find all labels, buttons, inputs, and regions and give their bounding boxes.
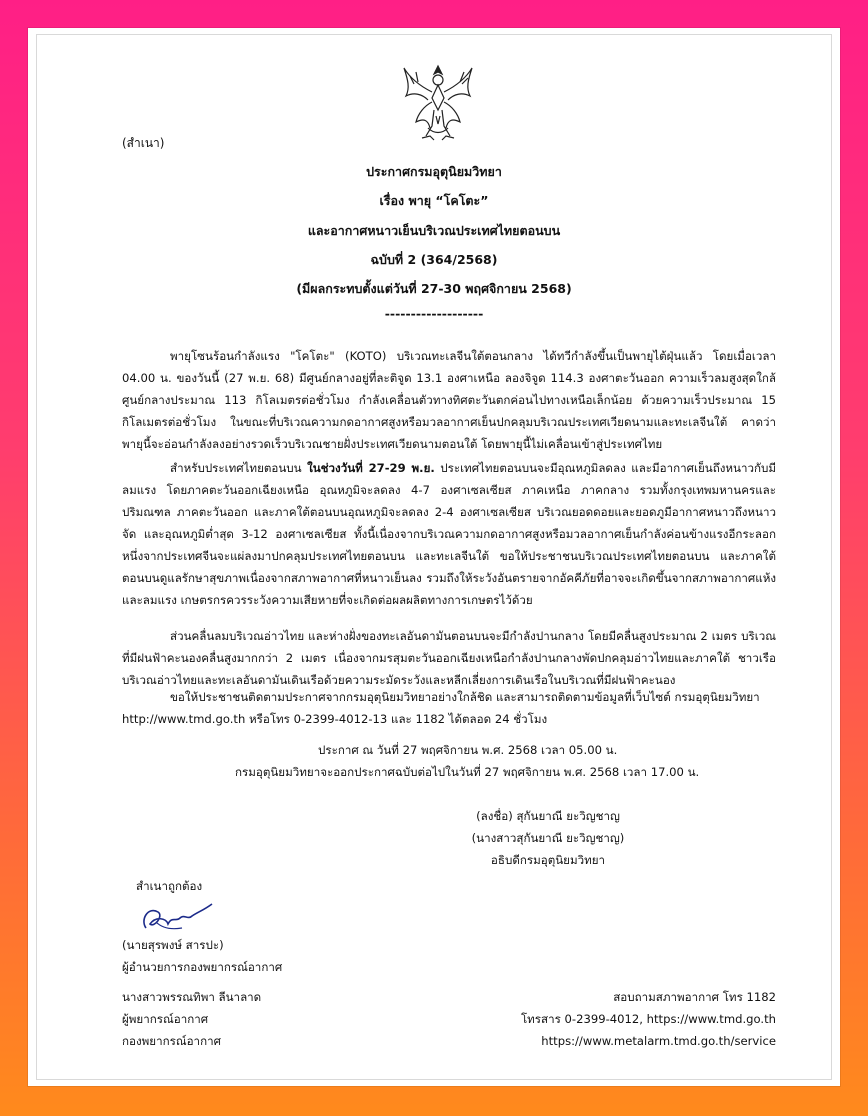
certifier-name: (นายสุรพงษ์ สารปะ): [122, 938, 224, 952]
para2-body: ประเทศไทยตอนบนจะมีอุณหภูมิลดลง และมีอากาศเย็นถึงหนาวกับมีลมแรง โดยภาคตะวันออกเฉียงเหนือ อุณหภูมิจะลดลง 4-7 องศาเซลเซียส ภาคเหนือ ภาคกลาง รวมทั้งกรุงเทพมหานครและปริมณฑล ภาคตะวันออก และภาคใต้ตอนบนอุณหภูมิจะลดลง 2-4 องศาเซลเซียส บริเวณยอดดอยและยอดภูมีอากาศหนาวถึงหนาวจัด และอุณหภูมิต่ำสุด 3-12 องศาเซลเซียส ทั้งนี้เนื่องจากบริเวณความกดอากาศสูงหรือมวลอากาศเย็นกำลังค่อนข้างแรงอีกระลอกหนึ่งจากประเทศจีนจะแผ่ลงมาปกคลุมประเทศไทยตอนบน และทะเลจีนใต้ ขอให้ประชาชนบริเวณประเทศไทยตอนบน และภาคใต้ตอนบนดูแลรักษาสุขภาพเนื่องจากสภาพอากาศที่หนาวเย็นลง รวมถึงให้ระวังอันตรายจากอัคคีภัยที่อาจจะเกิดขึ้นจากสภาพอากาศแห้งและลมแรง เกษตรกรควรระวังความเสียหายที่จะเกิดต่อผลผลิตทางการเกษตรไว้ด้วย: [122, 461, 776, 607]
announce-date: ประกาศ ณ วันที่ 27 พฤศจิกายน พ.ศ. 2568 เวลา 05.00 น.: [318, 743, 618, 757]
paragraph-waves: ส่วนคลื่นลมบริเวณอ่าวไทย และห่างฝั่งของทะเลอันดามันตอนบนจะมีกำลังปานกลาง โดยมีคลื่นสูงประมาณ 2 เมตร บริเวณที่มีฝนฟ้าคะนองคลื่นสูงมากกว่า 2 เมตร เนื่องจากมรสุมตะวันออกเฉียงเหนือกำลังปานกลางพัดปกคลุมอ่าวไทยและภาคใต้ ชาวเรือบริเวณอ่าวไทยและทะเลอันดามันเดินเรือด้วยความระมัดระวังและหลีกเลี่ยงการเดินเรือในบริเวณที่มีฝนฟ้าคะนอง: [122, 629, 776, 687]
para2-date-range: ในช่วงวันที่ 27-29 พ.ย.: [307, 461, 435, 475]
paragraph-storm: พายุโซนร้อนกำลังแรง "โคโตะ" (KOTO) บริเวณทะเลจีนใต้ตอนกลาง ได้ทวีกำลังขึ้นเป็นพายุไต้ฝุ่นแล้ว โดยเมื่อเวลา 04.00 น. ของวันนี้ (27 พ.ย. 68) มีศูนย์กลางอยู่ที่ละติจูด 13.1 องศาเหนือ ลองจิจูด 114.3 องศาตะวันออก ความเร็วลมสูงสุดใกล้ศูนย์กลางประมาณ 113 กิโลเมตรต่อชั่วโมง กำลังเคลื่อนตัวทางทิศตะวันตกค่อนไปทางเหนือเล็กน้อย ด้วยความเร็วประมาณ 15 กิโลเมตรต่อชั่วโมง ในขณะที่บริเวณความกดอากาศสูงหรือมวลอากาศเย็นปกคลุมบริเวณประเทศเวียดนามและทะเลจีนใต้ คาดว่าพายุนี้จะอ่อนกำลังลงอย่างรวดเร็วบริเวณชายฝั่งประเทศเวียดนามตอนใต้ โดยพายุนี้ไม่เคลื่อนเข้าสู่ประเทศไทย: [122, 349, 776, 451]
paragraph-cold-weather: [122, 457, 776, 611]
contact-fax: โทรสาร 0-2399-4012, https://www.tmd.go.th: [520, 1012, 776, 1026]
handwritten-signature: [136, 898, 216, 938]
paragraph-follow-up: ขอให้ประชาชนติดตามประกาศจากกรมอุตุนิยมวิทยาอย่างใกล้ชิด และสามารถติดตามข้อมูลที่เว็บไซต์ กรมอุตุนิยมวิทยา: [170, 690, 760, 704]
forecaster-title: ผู้พยากรณ์อากาศ: [122, 1012, 209, 1026]
contact-phone: สอบถามสภาพอากาศ โทร 1182: [613, 990, 776, 1004]
header-subject-line2: และอากาศหนาวเย็นบริเวณประเทศไทยตอนบน: [307, 223, 561, 238]
contact-web-link[interactable]: https://www.metalarm.tmd.go.th/service: [541, 1034, 776, 1048]
certifier-title: ผู้อำนวยการกองพยากรณ์อากาศ: [122, 960, 283, 974]
signer-name: (นางสาวสุกันยาณี ยะวิญชาญ): [471, 831, 625, 845]
forecaster-department: กองพยากรณ์อากาศ: [122, 1034, 221, 1048]
certified-copy-label: สำเนาถูกต้อง: [136, 879, 203, 893]
header-issue-number: ฉบับที่ 2 (364/2568): [370, 252, 498, 267]
header-subject: เรื่อง พายุ “โคโตะ”: [379, 193, 489, 208]
header-agency: ประกาศกรมอุตุนิยมวิทยา: [366, 164, 502, 179]
para2-intro: สำหรับประเทศไทยตอนบน: [170, 461, 308, 475]
next-issue-note: กรมอุตุนิยมวิทยาจะออกประกาศฉบับต่อไปในวันที่ 27 พฤศจิกายน พ.ศ. 2568 เวลา 17.00 น.: [235, 765, 700, 779]
garuda-emblem-icon: [398, 62, 478, 144]
document-page: [28, 28, 840, 1086]
forecaster-name: นางสาวพรรณทิพา ลีนาลาด: [122, 990, 262, 1004]
copy-note: (สำเนา): [122, 136, 165, 150]
contact-url-line: http://www.tmd.go.th หรือโทร 0-2399-4012-13 และ 1182 ได้ตลอด 24 ชั่วโมง: [122, 712, 548, 726]
header-effect-period: (มีผลกระทบตั้งแต่วันที่ 27-30 พฤศจิกายน 2568): [296, 281, 572, 296]
signer-signed: (ลงชื่อ) สุกันยาณี ยะวิญชาญ: [476, 809, 620, 823]
signer-title: อธิบดีกรมอุตุนิยมวิทยา: [490, 853, 606, 867]
header-divider: -------------------: [384, 306, 484, 321]
